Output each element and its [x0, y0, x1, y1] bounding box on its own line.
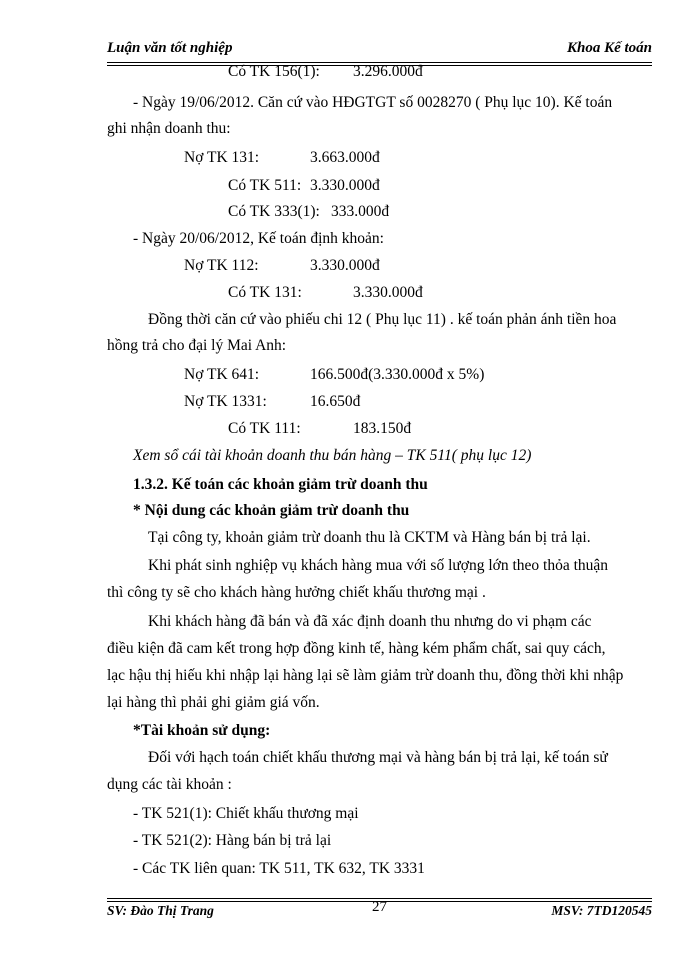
entry-value: 333.000đ — [331, 203, 390, 220]
paragraph-line: Khi khách hàng đã bán và đã xác định doanh thu nhưng do vi phạm các — [148, 613, 592, 630]
paragraph-line: Đối với hạch toán chiết khấu thương mại và hàng bán bị trả lại, kế toán sử — [148, 749, 608, 766]
paragraph-line: - Ngày 20/06/2012, Kế toán định khoản: — [133, 230, 384, 247]
entry-label: Nợ TK 1331: — [184, 393, 267, 410]
list-item: - Các TK liên quan: TK 511, TK 632, TK 3331 — [133, 860, 425, 877]
entry-label: Có TK 111: — [228, 420, 301, 437]
entry-label: Có TK 156(1): — [228, 63, 320, 80]
page-header — [107, 40, 652, 60]
paragraph-line: hồng trả cho đại lý Mai Anh: — [107, 337, 287, 354]
subsection-heading: *Tài khoản sử dụng: — [133, 722, 271, 739]
page-number: 27 — [372, 899, 387, 915]
reference-note: Xem sổ cái tài khoản doanh thu bán hàng – TK 511( phụ lục 12) — [133, 447, 532, 464]
footer-student-name: SV: Đào Thị Trang — [107, 903, 214, 918]
entry-label: Có TK 131: — [228, 284, 302, 301]
list-item: - TK 521(1): Chiết khấu thương mại — [133, 805, 359, 822]
entry-value: 3.330.000đ — [310, 177, 380, 194]
header-left-title: Luận văn tốt nghiệp — [107, 40, 233, 56]
list-item: - TK 521(2): Hàng bán bị trả lại — [133, 832, 332, 849]
paragraph-line: lạc hậu thị hiếu khi nhập lại hàng lại sẽ làm giảm trừ doanh thu, đồng thời khi nhập — [107, 667, 624, 684]
paragraph-line: Đồng thời căn cứ vào phiếu chi 12 ( Phụ lục 11) . kế toán phản ánh tiền hoa — [148, 311, 617, 328]
entry-value: 3.296.000đ — [353, 63, 423, 80]
header-right-title: Khoa Kế toán — [566, 40, 652, 56]
entry-label: Có TK 333(1): — [228, 203, 320, 220]
entry-value: 3.330.000đ — [353, 284, 423, 301]
section-heading: 1.3.2. Kế toán các khoản giảm trừ doanh thu — [133, 476, 428, 493]
paragraph-line: điều kiện đã cam kết trong hợp đồng kinh tế, hàng kém phẩm chất, sai quy cách, — [107, 640, 606, 657]
paragraph-line: dụng các tài khoản : — [107, 776, 232, 793]
entry-label: Nợ TK 641: — [184, 366, 260, 383]
paragraph-line: Tại công ty, khoản giảm trừ doanh thu là CKTM và Hàng bán bị trả lại. — [148, 529, 591, 546]
footer-student-id: MSV: 7TD120545 — [551, 903, 652, 918]
page-footer — [107, 899, 652, 923]
paragraph-line: - Ngày 19/06/2012. Căn cứ vào HĐGTGT số 0028270 ( Phụ lục 10). Kế toán — [133, 94, 613, 111]
entry-label: Có TK 511: — [228, 177, 302, 194]
paragraph-line: Khi phát sinh nghiệp vụ khách hàng mua với số lượng lớn theo thỏa thuận — [148, 557, 609, 574]
entry-label: Nợ TK 112: — [184, 257, 259, 274]
subsection-heading: * Nội dung các khoản giảm trừ doanh thu — [133, 502, 410, 519]
paragraph-line: ghi nhận doanh thu: — [107, 120, 231, 137]
entry-value: 3.330.000đ — [310, 257, 380, 274]
entry-value: 16.650đ — [310, 393, 361, 410]
entry-value: 183.150đ — [353, 420, 412, 437]
entry-value: 166.500đ(3.330.000đ x 5%) — [310, 366, 485, 383]
paragraph-line: thì công ty sẽ cho khách hàng hưởng chiết khấu thương mại . — [107, 584, 486, 601]
entry-value: 3.663.000đ — [310, 149, 380, 166]
paragraph-line: lại hàng thì phải ghi giảm giá vốn. — [107, 694, 320, 711]
entry-label: Nợ TK 131: — [184, 149, 260, 166]
